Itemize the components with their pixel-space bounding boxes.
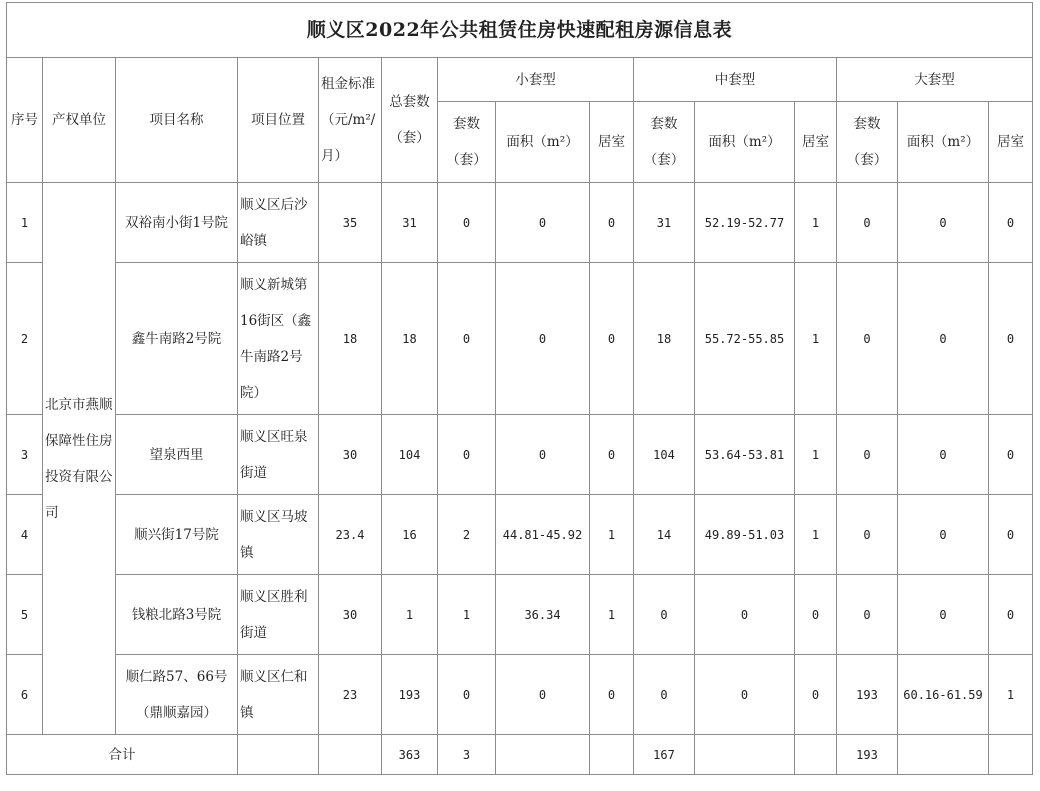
row-project-name: 钱粮北路3号院 <box>116 575 238 655</box>
row-mid-area: 52.19-52.77 <box>695 183 795 263</box>
row-total-units: 18 <box>382 263 438 415</box>
row-small-rooms: 0 <box>590 415 634 495</box>
header-medium-type: 中套型 <box>634 58 837 102</box>
row-rent: 18 <box>319 263 382 415</box>
row-small-rooms: 1 <box>590 495 634 575</box>
row-project-name: 双裕南小街1号院 <box>116 183 238 263</box>
header-owner: 产权单位 <box>43 58 116 183</box>
row-total-units: 193 <box>382 655 438 735</box>
row-mid-area: 0 <box>695 655 795 735</box>
row-mid-rooms: 1 <box>795 415 837 495</box>
row-small-units: 0 <box>438 183 496 263</box>
row-mid-area: 49.89-51.03 <box>695 495 795 575</box>
row-mid-area: 55.72-55.85 <box>695 263 795 415</box>
header-project-location: 项目位置 <box>238 58 319 183</box>
row-seq: 2 <box>7 263 43 415</box>
row-project-location: 顺义区旺泉街道 <box>238 415 319 495</box>
header-large-area: 面积（m²） <box>898 102 989 183</box>
header-small-units: 套数（套） <box>438 102 496 183</box>
row-project-name: 望泉西里 <box>116 415 238 495</box>
row-project-location: 顺义区胜利街道 <box>238 575 319 655</box>
header-project-name: 项目名称 <box>116 58 238 183</box>
row-mid-units: 14 <box>634 495 695 575</box>
row-large-area: 0 <box>898 495 989 575</box>
row-mid-area: 0 <box>695 575 795 655</box>
row-large-area: 0 <box>898 263 989 415</box>
totals-small-area-empty <box>496 735 590 775</box>
row-total-units: 16 <box>382 495 438 575</box>
header-small-rooms: 居室 <box>590 102 634 183</box>
row-seq: 4 <box>7 495 43 575</box>
row-rent: 23 <box>319 655 382 735</box>
row-small-area: 0 <box>496 415 590 495</box>
totals-mid-rooms-empty <box>795 735 837 775</box>
header-mid-units: 套数（套） <box>634 102 695 183</box>
row-project-name: 顺兴街17号院 <box>116 495 238 575</box>
totals-mid-area-empty <box>695 735 795 775</box>
row-mid-units: 104 <box>634 415 695 495</box>
housing-info-table <box>6 2 1033 775</box>
row-seq: 6 <box>7 655 43 735</box>
row-large-units: 0 <box>837 575 898 655</box>
row-mid-units: 0 <box>634 575 695 655</box>
row-project-name: 顺仁路57、66号（鼎顺嘉园） <box>116 655 238 735</box>
header-mid-area: 面积（m²） <box>695 102 795 183</box>
row-large-rooms: 1 <box>989 655 1033 735</box>
row-project-location: 顺义区后沙峪镇 <box>238 183 319 263</box>
table-title: 顺义区2022年公共租赁住房快速配租房源信息表 <box>7 3 1033 58</box>
row-mid-units: 0 <box>634 655 695 735</box>
totals-row <box>7 735 1033 775</box>
totals-label: 合计 <box>7 735 238 775</box>
table-row <box>7 575 1033 655</box>
row-seq: 1 <box>7 183 43 263</box>
header-large-units: 套数（套） <box>837 102 898 183</box>
row-mid-rooms: 0 <box>795 575 837 655</box>
totals-large-rooms-empty <box>989 735 1033 775</box>
row-large-rooms: 0 <box>989 495 1033 575</box>
row-project-location: 顺义区仁和镇 <box>238 655 319 735</box>
row-small-area: 0 <box>496 263 590 415</box>
row-large-rooms: 0 <box>989 415 1033 495</box>
row-large-rooms: 0 <box>989 183 1033 263</box>
header-small-area: 面积（m²） <box>496 102 590 183</box>
row-small-area: 0 <box>496 183 590 263</box>
header-large-type: 大套型 <box>837 58 1033 102</box>
row-mid-rooms: 1 <box>795 495 837 575</box>
header-total-units: 总套数（套） <box>382 58 438 183</box>
row-mid-units: 31 <box>634 183 695 263</box>
row-small-area: 0 <box>496 655 590 735</box>
row-small-rooms: 0 <box>590 183 634 263</box>
header-seq: 序号 <box>7 58 43 183</box>
row-seq: 5 <box>7 575 43 655</box>
header-small-type: 小套型 <box>438 58 634 102</box>
row-total-units: 31 <box>382 183 438 263</box>
row-small-area: 44.81-45.92 <box>496 495 590 575</box>
row-small-units: 2 <box>438 495 496 575</box>
row-small-rooms: 0 <box>590 263 634 415</box>
header-rent-standard: 租金标准（元/m²/月） <box>319 58 382 183</box>
row-large-rooms: 0 <box>989 575 1033 655</box>
totals-small-units: 3 <box>438 735 496 775</box>
totals-large-units: 193 <box>837 735 898 775</box>
totals-location-empty <box>238 735 319 775</box>
totals-large-area-empty <box>898 735 989 775</box>
row-mid-area: 53.64-53.81 <box>695 415 795 495</box>
row-small-units: 0 <box>438 415 496 495</box>
row-small-units: 0 <box>438 655 496 735</box>
row-large-rooms: 0 <box>989 263 1033 415</box>
row-mid-rooms: 1 <box>795 263 837 415</box>
row-small-rooms: 0 <box>590 655 634 735</box>
row-mid-rooms: 1 <box>795 183 837 263</box>
row-project-location: 顺义区马坡镇 <box>238 495 319 575</box>
row-project-name: 鑫牛南路2号院 <box>116 263 238 415</box>
table-row <box>7 415 1033 495</box>
totals-total-units: 363 <box>382 735 438 775</box>
row-mid-units: 18 <box>634 263 695 415</box>
row-rent: 35 <box>319 183 382 263</box>
table-row <box>7 263 1033 415</box>
table-row <box>7 655 1033 735</box>
row-large-units: 0 <box>837 263 898 415</box>
row-large-units: 0 <box>837 415 898 495</box>
table-row <box>7 183 1033 263</box>
row-project-location: 顺义新城第16街区（鑫牛南路2号院） <box>238 263 319 415</box>
row-small-units: 0 <box>438 263 496 415</box>
row-large-area: 60.16-61.59 <box>898 655 989 735</box>
row-rent: 23.4 <box>319 495 382 575</box>
row-small-units: 1 <box>438 575 496 655</box>
row-seq: 3 <box>7 415 43 495</box>
row-mid-rooms: 0 <box>795 655 837 735</box>
row-total-units: 1 <box>382 575 438 655</box>
row-rent: 30 <box>319 415 382 495</box>
row-large-area: 0 <box>898 415 989 495</box>
row-large-area: 0 <box>898 183 989 263</box>
header-large-rooms: 居室 <box>989 102 1033 183</box>
row-large-area: 0 <box>898 575 989 655</box>
header-mid-rooms: 居室 <box>795 102 837 183</box>
row-small-area: 36.34 <box>496 575 590 655</box>
row-large-units: 0 <box>837 183 898 263</box>
owner-cell: 北京市燕顺保障性住房投资有限公司 <box>43 183 116 735</box>
totals-small-rooms-empty <box>590 735 634 775</box>
row-large-units: 0 <box>837 495 898 575</box>
totals-mid-units: 167 <box>634 735 695 775</box>
totals-rent-empty <box>319 735 382 775</box>
row-small-rooms: 1 <box>590 575 634 655</box>
table-row <box>7 495 1033 575</box>
row-total-units: 104 <box>382 415 438 495</box>
row-large-units: 193 <box>837 655 898 735</box>
row-rent: 30 <box>319 575 382 655</box>
